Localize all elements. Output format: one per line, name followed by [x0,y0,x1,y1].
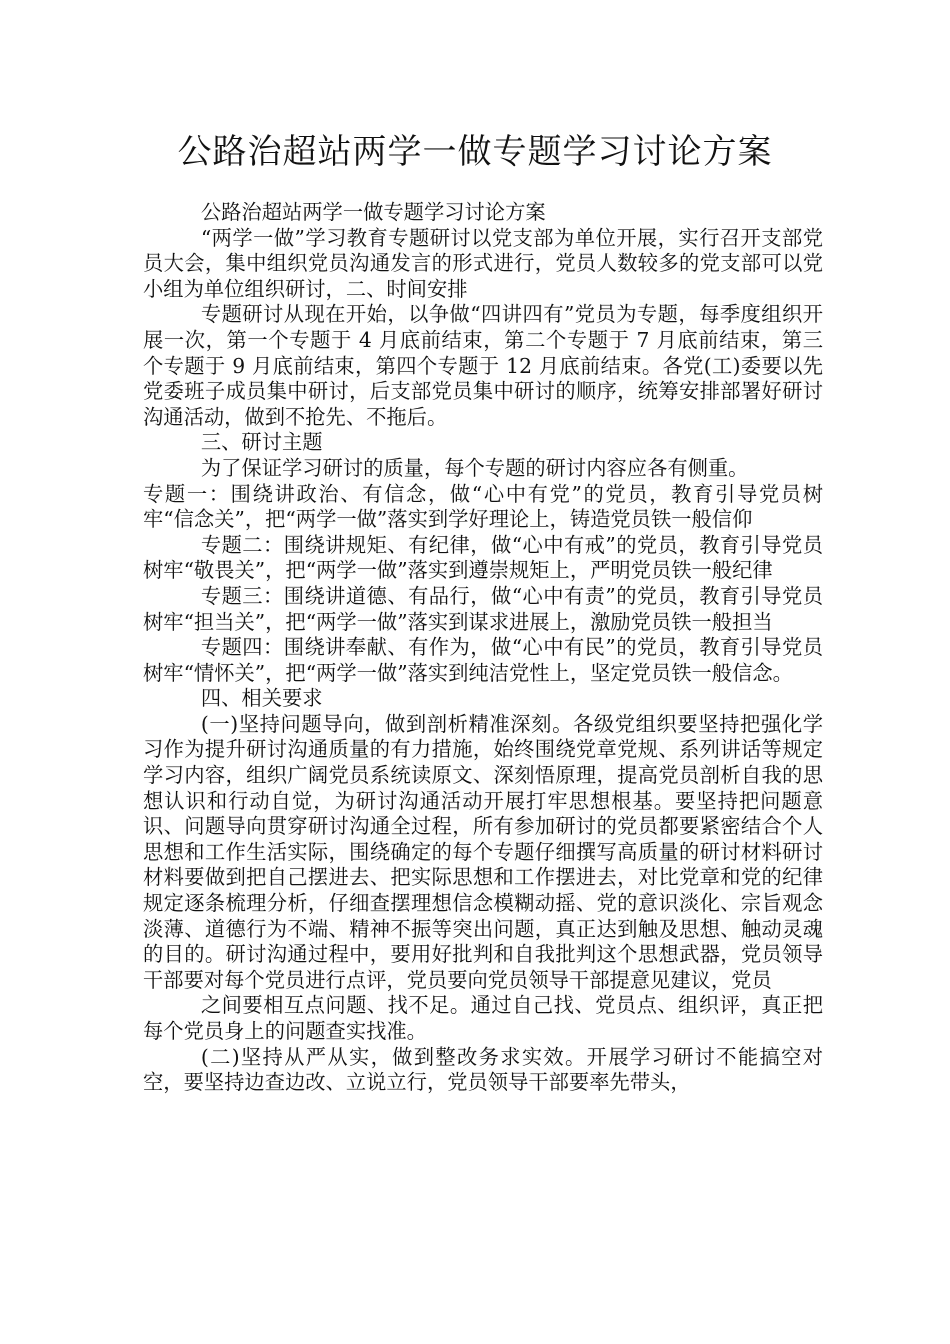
section-heading-topics: 三、研讨主题 [200,430,323,455]
paragraph-requirement-1-cont: 之间要相互点问题、找不足。通过自己找、党员点、组织评，真正把每个党员身上的问题查实找准。 [143,993,823,1043]
paragraph-topic-2: 专题二：围绕讲规矩、有纪律，做“心中有戒”的党员，教育引导党员树牢“敬畏关”，把“两学一做”落实到遵崇规矩上，严明党员铁一般纪律 [143,532,823,583]
section-heading-requirements: 四、相关要求 [200,686,323,711]
document-title: 公路治超站两学一做专题学习讨论方案 [177,132,773,172]
paragraph-topic-4: 专题四：围绕讲奉献、有作为，做“心中有民”的党员，教育引导党员树牢“情怀关”，把“两学一做”落实到纯洁党性上，坚定党员铁一般信念。 [143,635,823,685]
paragraph-topic-3: 专题三：围绕讲道德、有品行，做“心中有责”的党员，教育引导党员树牢“担当关”，把“两学一做”落实到谋求进展上，激励党员铁一般担当 [143,583,823,634]
paragraph-requirement-1: (一)坚持问题导向，做到剖析精准深刻。各级党组织要坚持把强化学习作为提升研讨沟通质量的有力措施，始终围绕党章党规、系列讲话等规定学习内容，组织广阔党员系统读原文、深刻悟原理，提高党员剖析自我的思想认识和行动自觉，为研讨沟通活动开展打牢思想根基。要坚持把问题意识、问题导向贯穿研讨沟通全过程，所有参加研讨的党员都要紧密结合个人思想和工作生活实际，围绕确定的每个专题仔细撰写高质量的研讨材料研讨材料要做到把自己摆进去、把实际思想和工作摆进去，对比党章和党的纪律规定逐条梳理分析，仔细查摆理想信念模糊动摇、党的意识淡化、宗旨观念淡薄、道德行为不端、精神不振等突出问题，真正达到触及思想、触动灵魂的目的。研讨沟通过程中，要用好批判和自我批判这个思想武器，党员领导干部要对每个党员进行点评，党员要向党员领导干部提意见建议，党员 [143,711,823,992]
paragraph-topic-1: 专题一：围绕讲政治、有信念，做“心中有党”的党员，教育引导党员树牢“信念关”，把“两学一做”落实到学好理论上，铸造党员铁一般信仰 [143,481,823,532]
paragraph-subtitle: 公路治超站两学一做专题学习讨论方案 [200,200,546,224]
paragraph-intro: “两学一做”学习教育专题研讨以党支部为单位开展，实行召开支部党员大会，集中组织党员沟通发言的形式进行，党员人数较多的党支部可以党小组为单位组织研讨，二、时间安排 [143,225,823,301]
paragraph-topics-intro: 为了保证学习研讨的质量，每个专题的研讨内容应各有侧重。 [200,455,749,480]
paragraph-schedule: 专题研讨从现在开始，以争做“四讲四有”党员为专题，每季度组织开展一次，第一个专题于 4 月底前结束，第二个专题于 7 月底前结束，第三个专题于 9 月底前结束，第四个专题于 12 月底前结束。各党(工)委要以先党委班子成员集中研讨，后支部党员集中研讨的顺序，统筹安排部署好研讨沟通活动，做到不抢先、不拖后。 [143,302,823,429]
paragraph-requirement-2: (二)坚持从严从实，做到整改务求实效。开展学习研讨不能搞空对空，要坚持边查边改、立说立行，党员领导干部要率先带头， [143,1044,823,1095]
document-body [143,200,823,1096]
